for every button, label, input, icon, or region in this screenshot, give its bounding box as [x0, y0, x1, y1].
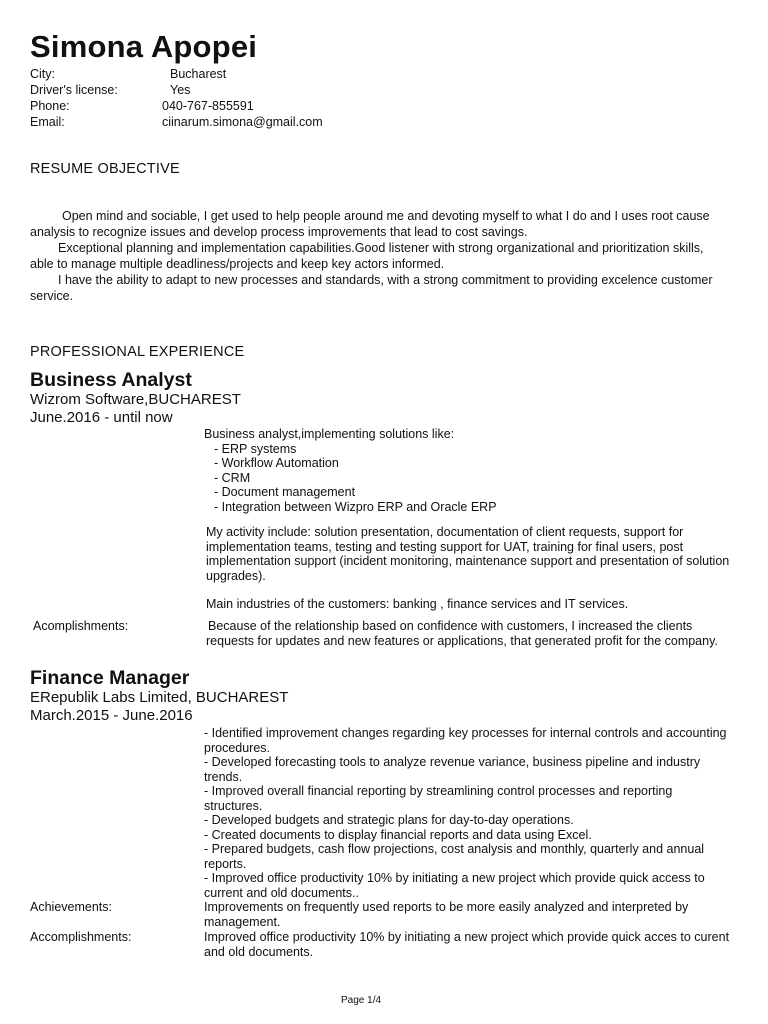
job-accomplishments: [204, 930, 729, 959]
license-label: Driver's license:: [30, 83, 118, 97]
bullet-line: - Identified improvement changes regarding key processes for internal controls and accounting: [204, 726, 727, 740]
job-accomplishments: [206, 619, 718, 648]
phone-value: 040-767-855591: [162, 99, 254, 113]
job-period: March.2015 - June.2016: [30, 707, 193, 724]
bullet-line: - Developed budgets and strategic plans for day-to-day operations.: [204, 813, 574, 827]
list-item: - CRM: [214, 470, 251, 485]
accomplishments-label: Acomplishments:: [33, 619, 129, 633]
list-item: - Document management: [214, 485, 356, 499]
objective-line: able to manage multiple deadliness/projects and keep key actors informed.: [30, 257, 445, 271]
achievement-line: Improvements on frequently used reports to be more easily analyzed and interpreted by: [204, 900, 689, 914]
activity-line: implementation teams, testing and testing support for UAT, training for final users, post: [206, 539, 684, 554]
bullet-line: - Created documents to display financial reports and data using Excel.: [204, 827, 592, 842]
activity-line: upgrades).: [206, 568, 266, 583]
page-number: Page 1/4: [341, 995, 382, 1006]
city-label: City:: [30, 67, 55, 81]
phone-label: Phone:: [30, 99, 70, 113]
objective-heading: RESUME OBJECTIVE: [30, 161, 180, 177]
license-value: Yes: [170, 83, 191, 97]
achievements-label: Achievements:: [30, 900, 112, 914]
bullet-line: current and old documents..: [204, 885, 359, 900]
activity-line: implementation support (incident monitoring, maintenance support and presentation of solution: [206, 554, 730, 568]
job-company: Wizrom Software,BUCHAREST: [30, 391, 241, 408]
bullet-line: - Prepared budgets, cash flow projections, cost analysis and monthly, quarterly and annual: [204, 842, 705, 856]
job-period: June.2016 - until now: [30, 409, 173, 426]
objective-text: [30, 208, 750, 304]
objective-line: Open mind and sociable, I get used to help people around me and devoting myself to what I do and I uses root cause: [62, 209, 710, 223]
candidate-name: Simona Apopei: [30, 29, 258, 64]
accomplishment-line: and old documents.: [204, 944, 314, 959]
accomplishment-line: Because of the relationship based on confidence with customers, I increased the clients: [208, 619, 693, 633]
list-item: - Integration between Wizpro ERP and Oracle ERP: [214, 499, 497, 514]
achievement-line: management.: [204, 914, 281, 929]
email-label: Email:: [30, 115, 65, 129]
bullet-line: trends.: [204, 769, 243, 784]
objective-line: analysis to recognize issues and develop process improvements that lead to cost savings.: [30, 225, 528, 239]
job-industries: Main industries of the customers: banking , finance services and IT services.: [206, 597, 629, 611]
activity-line: My activity include: solution presentation, documentation of client requests, support for: [206, 525, 684, 539]
bullet-line: - Developed forecasting tools to analyze revenue variance, business pipeline and industry: [204, 755, 701, 769]
accomplishments-label: Accomplishments:: [30, 930, 132, 944]
objective-line: Exceptional planning and implementation capabilities.Good listener with strong organizational and prioritization skills,: [58, 241, 704, 255]
job-company: ERepublik Labs Limited, BUCHAREST: [30, 689, 289, 706]
list-item: - ERP systems: [214, 441, 297, 456]
job-intro: Business analyst,implementing solutions like:: [204, 427, 455, 441]
accomplishment-line: requests for updates and new features or applications, that generated profit for the company.: [206, 633, 718, 648]
job-bullets: [204, 726, 727, 900]
job-title: Business Analyst: [30, 369, 192, 391]
objective-line: service.: [30, 289, 74, 303]
job-title: Finance Manager: [30, 667, 190, 689]
job-achievements: [204, 900, 688, 929]
job-activity: [206, 525, 729, 583]
experience-heading: PROFESSIONAL EXPERIENCE: [30, 344, 245, 360]
email-value: ciinarum.simona@gmail.com: [162, 115, 323, 129]
objective-line: I have the ability to adapt to new processes and standards, with a strong commitment to providing excelence customer: [58, 273, 713, 287]
bullet-line: structures.: [204, 798, 263, 813]
job-solutions-list: [204, 427, 497, 514]
list-item: - Workflow Automation: [214, 456, 339, 470]
city-value: Bucharest: [170, 67, 227, 81]
bullet-line: - Improved overall financial reporting by streamlining control processes and reporting: [204, 784, 673, 798]
accomplishment-line: Improved office productivity 10% by initiating a new project which provide quick acces to curent: [204, 930, 730, 944]
bullet-line: reports.: [204, 856, 247, 871]
bullet-line: - Improved office productivity 10% by initiating a new project which provide quick access to: [204, 871, 705, 885]
bullet-line: procedures.: [204, 740, 271, 755]
